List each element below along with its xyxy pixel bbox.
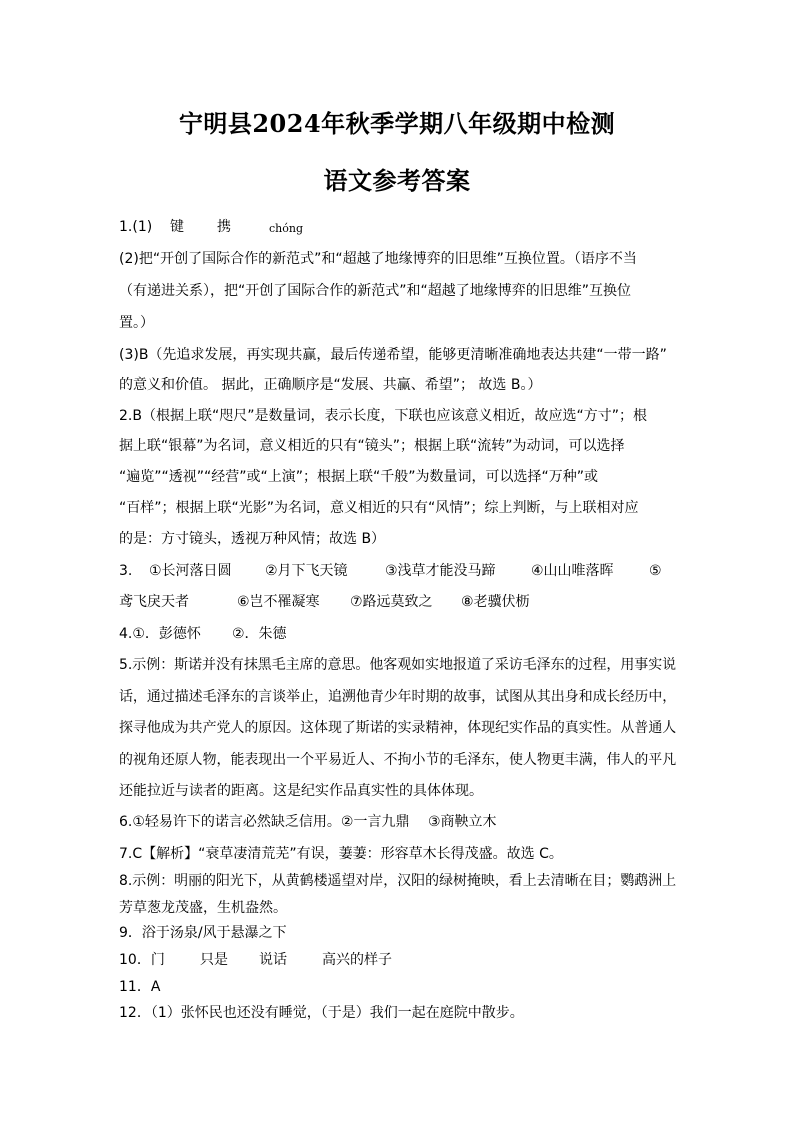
answer-5-line-1: 5.示例：斯诺并没有抹黑毛主席的意思。他客观如实地报道了采访毛泽东的过程，用事实说	[119, 657, 677, 673]
answer-1-word-2: 携	[217, 219, 231, 235]
answer-1-part-2-line-3: 置。）	[119, 315, 154, 331]
answer-2-line-4: “百样”；根据上联“光影”为名词，意义相近的只有“风情”；综上判断，与上联相对应	[119, 500, 639, 516]
answer-7-line: 7.C【解析】“衰草凄清荒芜”有误，萋萋：形容草木长得茂盛。故选 C。	[119, 846, 563, 862]
answer-1-part-3-line-2: 的意义和价值。 据此，正确顺序是“发展、共赢、希望”； 故选 B。）	[119, 377, 542, 393]
answer-11-line: 11．A	[119, 979, 161, 995]
answer-2-line-5: 的是：方寸镜头，透视万种风情；故选 B）	[119, 531, 386, 547]
answer-3-item-6: ⑥岂不罹凝寒	[237, 594, 320, 610]
answer-2-line-2: 据上联“银幕”为名词，意义相近的只有“镜头”；根据上联“流转”为动词，可以选择	[119, 438, 625, 454]
answer-1-part-2-line-2: （有递进关系），把“开创了国际合作的新范式”和“超越了地缘博弈的旧思维”互换位	[119, 283, 632, 299]
answer-3-item-2: ②月下飞天镜	[265, 563, 348, 579]
answer-8-line-1: 8.示例：明丽的阳光下，从黄鹤楼遥望对岸，汉阳的绿树掩映，看上去清晰在目；鹦鹉洲上	[119, 873, 677, 889]
page-subtitle: 语文参考答案	[323, 166, 471, 195]
answer-10-word-3: 说话	[259, 952, 287, 968]
answer-3-item-7: ⑦路远莫致之	[350, 594, 433, 610]
answer-1-part-3-line-1: (3)B（先追求发展，再实现共赢，最后传递希望，能够更清晰准确地表达共建“一带一路”	[119, 347, 667, 363]
answer-6-part-1: 6.①轻易许下的诺言必然缺乏信用。②一言九鼎	[119, 814, 410, 830]
answer-5-line-5: 还能拉近与读者的距离。这是纪实作品真实性的具体体现。	[119, 783, 483, 799]
answer-9-line: 9．浴于汤泉/风于悬瀑之下	[119, 925, 287, 941]
answer-3-label: 3.	[119, 563, 133, 579]
answer-4-first: 4.①．彭德怀	[119, 626, 201, 642]
answer-8-line-2: 芳草葱龙茂盛，生机盎然。	[119, 900, 287, 916]
answer-10-word-2: 只是	[200, 952, 228, 968]
answer-5-line-2: 话，通过描述毛泽东的言谈举止，追溯他青少年时期的故事，试图从其出身和成长经历中，	[119, 689, 677, 705]
answer-12-line: 12．（1）张怀民也还没有睡觉，（于是）我们一起在庭院中散步。	[119, 1005, 524, 1021]
answer-3-item-5-text: 鸢飞戾天者	[119, 594, 189, 610]
page-title: 宁明县2024年秋季学期八年级期中检测	[178, 109, 616, 138]
answer-5-line-4: 的视角还原人物，能表现出一个平易近人、不拘小节的毛泽东，使人物更丰满，伟人的平凡	[119, 752, 677, 768]
answer-6-part-2: ③商鞅立木	[428, 814, 497, 830]
answer-3-item-4: ④山山唯落晖	[531, 563, 614, 579]
answer-10-word-4: 高兴的样子	[322, 952, 392, 968]
answer-3-item-8: ⑧老骥伏枥	[461, 594, 530, 610]
answer-1-part-2-line-1: (2)把“开创了国际合作的新范式”和“超越了地缘博弈的旧思维”互换位置。（语序不当	[119, 251, 637, 267]
answer-3-item-1: ①长河落日圆	[149, 563, 232, 579]
answer-1-pinyin: chóng	[269, 222, 303, 235]
answer-1-label: 1.(1)	[119, 219, 153, 235]
answer-3-item-3: ③浅草才能没马蹄	[385, 563, 496, 579]
answer-1-word-1: 键	[170, 219, 184, 235]
answer-5-line-3: 探寻他成为共产党人的原因。这体现了斯诺的实录精神，体现纪实作品的真实性。从普通人	[119, 720, 677, 736]
answer-4-second: ②．朱德	[232, 626, 287, 642]
answer-10-word-1: 10．门	[119, 952, 165, 968]
answer-3-item-5-number: ⑤	[649, 563, 662, 579]
answer-2-line-1: 2.B（根据上联“咫尺”是数量词，表示长度，下联也应该意义相近，故应选“方寸”；根	[119, 408, 647, 424]
answer-2-line-3: “遍览”“透视”“经营”或“上演”；根据上联“千般”为数量词，可以选择“万种”或	[119, 469, 599, 485]
